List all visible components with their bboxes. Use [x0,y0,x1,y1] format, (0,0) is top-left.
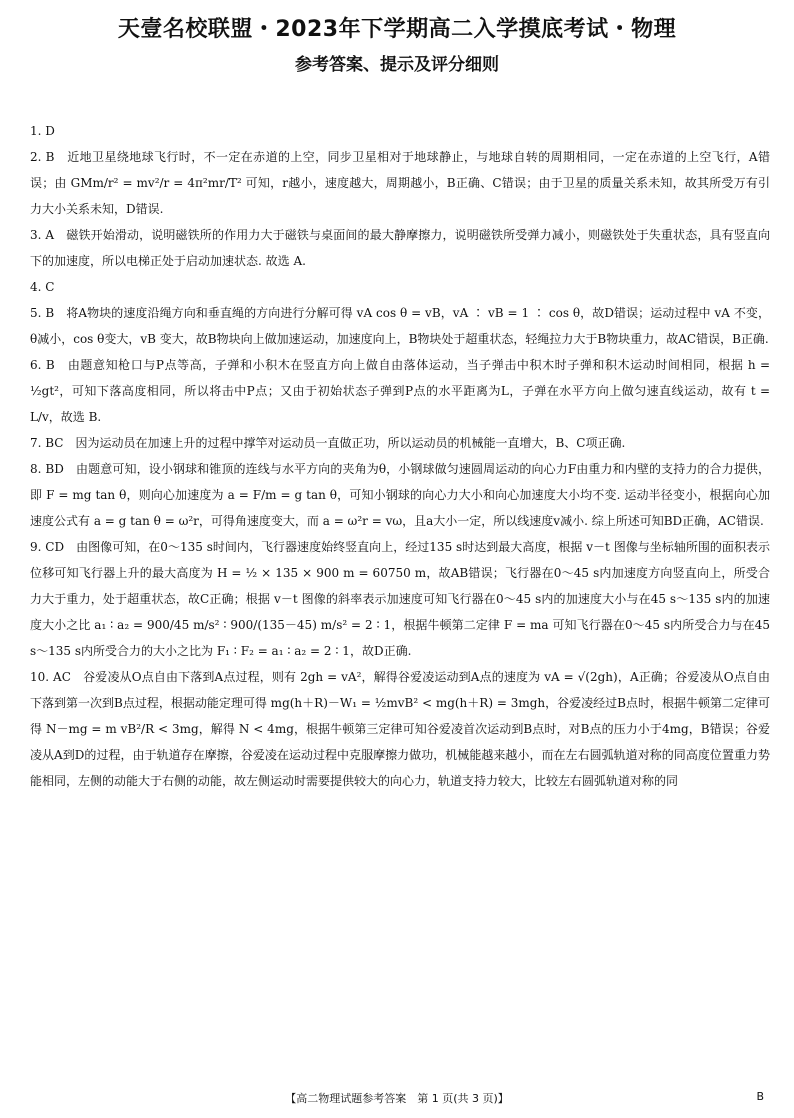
answer-item-9: 9. CD 由图像可知，在0～135 s时间内，飞行器速度始终竖直向上，经过135 s时达到最大高度，根据 v－t 图像与坐标轴所围的面积表示位移可知飞行器上升的最大高度为 H = ½ × 135 × 900 m = 60750 m，故AB错误；飞行器在0～45 s内加速度方向竖直向上，所受合力大于重力，处于超重状态，故C正确；根据 v－t 图像的斜率表示加速度可知飞行器在0～45 s内的加速度大小与在45 s～135 s内的加速度大小之比 a₁ ∶ a₂ = 900/45 m/s² ∶ 900/(135－45) m/s² = 2 ∶ 1，根据牛顿第二定律 F = ma 可知飞行器在0～45 s内所受合力与在45 s～135 s内所受合力的大小之比为 F₁ ∶ F₂ = a₁ ∶ a₂ = 2 ∶ 1，故D正确. [30,540,770,658]
answer-list [30,118,770,794]
paper-code: B [756,1090,764,1103]
answer-item-10: 10. AC 谷爱凌从O点自由下落到A点过程，则有 2gh = vA²，解得谷爱凌运动到A点的速度为 vA = √(2gh)，A正确；谷爱凌从O点自由下落到第一次到B点过程，根据动能定理可得 mg(h＋R)－W₁ = ½mvB² < mg(h＋R) = 3mgh，谷爱凌经过B点时，根据牛顿第二定律可得 N－mg = m vB²/R < 3mg，解得 N < 4mg，根据牛顿第三定律可知谷爱凌首次运动到B点时，对B点的压力小于4mg，B错误；谷爱凌从A到D的过程，由于轨道存在摩擦，谷爱凌在运动过程中克服摩擦力做功，机械能越来越小，而在左右圆弧轨道对称的同高度位置重力势能相同，左侧的动能大于右侧的动能，故左侧运动时需要提供较大的向心力，轨道支持力较大，比较左右圆弧轨道对称的同 [30,670,770,788]
page-subtitle: 参考答案、提示及评分细则 [295,55,499,75]
answer-item-1: 1. D [30,124,55,138]
page-title: 天壹名校联盟・2023年下学期高二入学摸底考试・物理 [117,17,677,42]
page-footer: 【高二物理试题参考答案 第 1 页(共 3 页)】 [285,1092,509,1105]
answer-item-4: 4. C [30,280,55,294]
answer-item-8: 8. BD 由题意可知，设小钢球和锥顶的连线与水平方向的夹角为θ，小钢球做匀速圆周运动的向心力F由重力和内壁的支持力的合力提供，即 F = mg tan θ，则向心加速度为 a = F/m = g tan θ，可知小钢球的向心力大小和向心加速度大小均不变. 运动半径变小，根据向心加速度公式有 a = g tan θ = ω²r，可得角速度变大，而 a = ω²r = vω，且a大小一定，所以线速度v减小. 综上所述可知BD正确，AC错误. [30,462,770,528]
answer-item-2: 2. B 近地卫星绕地球飞行时，不一定在赤道的上空，同步卫星相对于地球静止，与地球自转的周期相同，一定在赤道的上空飞行，A错误；由 GMm/r² = mv²/r = 4π²mr/T² 可知，r越小，速度越大，周期越小，B正确、C错误；由于卫星的质量关系未知，故其所受万有引力大小关系未知，D错误. [30,150,770,216]
answer-item-3: 3. A 磁铁开始滑动，说明磁铁所的作用力大于磁铁与桌面间的最大静摩擦力，说明磁铁所受弹力减小，则磁铁处于失重状态，具有竖直向下的加速度，所以电梯正处于启动加速状态. 故选 A. [30,228,770,268]
answer-item-5: 5. B 将A物块的速度沿绳方向和垂直绳的方向进行分解可得 vA cos θ = vB，vA ∶ vB = 1 ∶ cos θ，故D错误；运动过程中 vA 不变，θ减小，cos θ变大，vB 变大，故B物块向上做加速运动，加速度向上，B物块处于超重状态，轻绳拉力大于B物块重力，故AC错误，B正确. [30,306,770,346]
answer-item-6: 6. B 由题意知枪口与P点等高，子弹和小积木在竖直方向上做自由落体运动，当子弹击中积木时子弹和积木运动时间相同，根据 h = ½gt²，可知下落高度相同，所以将击中P点；又由于初始状态子弹到P点的水平距离为L，子弹在水平方向上做匀速直线运动，故有 t = L/v，故选 B. [30,358,770,424]
answer-item-7: 7. BC 因为运动员在加速上升的过程中撑竿对运动员一直做正功，所以运动员的机械能一直增大，B、C项正确. [30,436,626,450]
